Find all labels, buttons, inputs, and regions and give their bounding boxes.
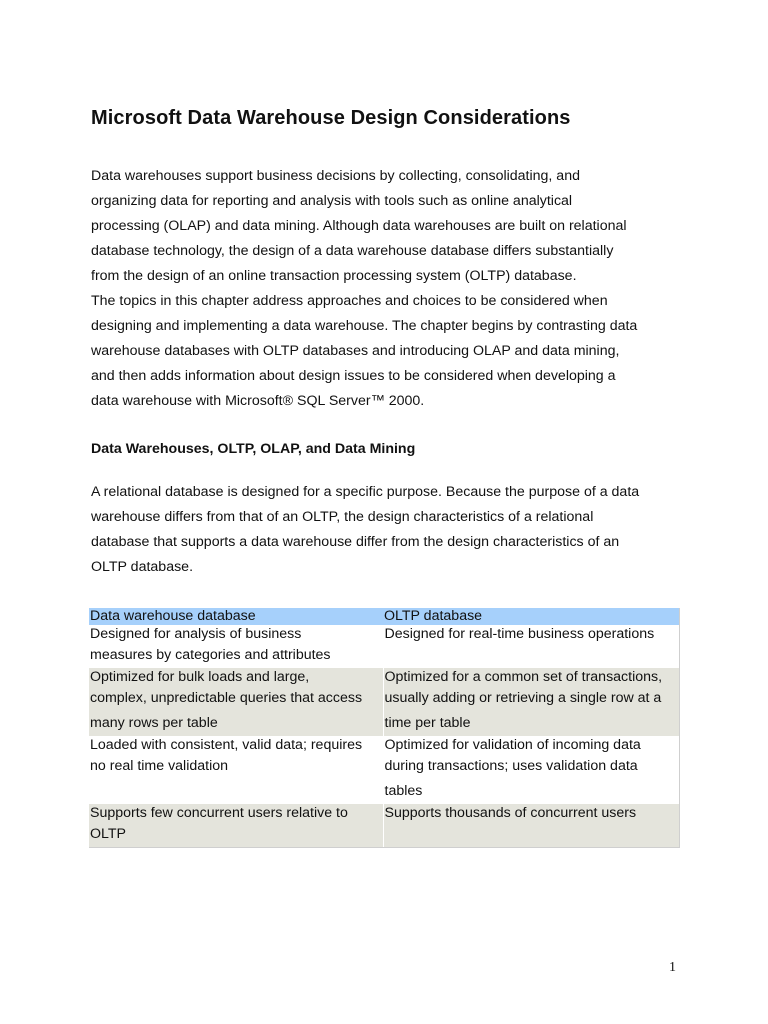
- section-heading: Data Warehouses, OLTP, OLAP, and Data Mining: [91, 441, 416, 457]
- text-line: Data warehouses support business decisions by collecting, consolidating, and: [91, 168, 580, 184]
- table-cell-warehouse: [89, 804, 383, 848]
- table-row: [89, 736, 680, 804]
- cell-text-line: OLTP: [90, 826, 127, 842]
- text-line: from the design of an online transaction processing system (OLTP) database.: [91, 268, 577, 284]
- cell-text-line: no real time validation: [90, 758, 229, 774]
- comparison-table: [89, 608, 680, 848]
- table-header-cell: OLTP database: [383, 608, 680, 625]
- cell-text-line: Supports few concurrent users relative to: [90, 805, 348, 821]
- intro-paragraph-2: [91, 289, 691, 414]
- cell-text-line: complex, unpredictable queries that access: [90, 690, 363, 706]
- table-cell-oltp: [383, 625, 680, 668]
- text-line: warehouse databases with OLTP databases and introducing OLAP and data mining,: [91, 343, 620, 359]
- table-row: [89, 625, 680, 668]
- table-row: [89, 668, 680, 736]
- table-cell-warehouse: [89, 668, 383, 736]
- cell-text-line: usually adding or retrieving a single row at a: [384, 690, 662, 706]
- cell-text-line: Optimized for validation of incoming data: [384, 737, 641, 753]
- text-line: The topics in this chapter address approaches and choices to be considered when: [91, 293, 608, 309]
- table-header-row: [89, 608, 680, 625]
- page-number: 1: [669, 960, 676, 975]
- text-line: OLTP database.: [91, 559, 194, 575]
- text-line: processing (OLAP) and data mining. Although data warehouses are built on relational: [91, 218, 627, 234]
- cell-text-line: Supports thousands of concurrent users: [384, 805, 637, 821]
- text-line: database that supports a data warehouse differ from the design characteristics of an: [91, 534, 620, 550]
- cell-text-line: tables: [384, 783, 423, 799]
- cell-text-line: Designed for analysis of business: [90, 626, 302, 642]
- section-paragraph: [91, 480, 691, 580]
- cell-text-line: Optimized for a common set of transactions,: [384, 669, 663, 685]
- table-cell-oltp: [383, 668, 680, 736]
- cell-text-line: time per table: [384, 715, 471, 731]
- table-cell-warehouse: [89, 736, 383, 804]
- cell-text-line: Designed for real-time business operations: [384, 626, 655, 642]
- table-cell-oltp: [383, 804, 680, 848]
- text-line: and then adds information about design issues to be considered when developing a: [91, 368, 616, 384]
- text-line: database technology, the design of a data warehouse database differs substantially: [91, 243, 614, 259]
- text-line: warehouse differs from that of an OLTP, the design characteristics of a relational: [91, 509, 594, 525]
- cell-text-line: Optimized for bulk loads and large,: [90, 669, 310, 685]
- text-line: organizing data for reporting and analysis with tools such as online analytical: [91, 193, 573, 209]
- cell-text-line: measures by categories and attributes: [90, 647, 331, 663]
- cell-text-line: Loaded with consistent, valid data; requires: [90, 737, 363, 753]
- page-title: Microsoft Data Warehouse Design Considerations: [91, 107, 571, 129]
- text-line: A relational database is designed for a specific purpose. Because the purpose of a data: [91, 484, 640, 500]
- intro-paragraph-1: [91, 164, 691, 289]
- table-cell-oltp: [383, 736, 680, 804]
- text-line: data warehouse with Microsoft® SQL Server™ 2000.: [91, 393, 425, 409]
- table-row: [89, 804, 680, 848]
- text-line: designing and implementing a data warehouse. The chapter begins by contrasting data: [91, 318, 638, 334]
- table-header-cell: Data warehouse database: [89, 608, 383, 625]
- cell-text-line: many rows per table: [90, 715, 218, 731]
- cell-text-line: during transactions; uses validation data: [384, 758, 638, 774]
- table-cell-warehouse: [89, 625, 383, 668]
